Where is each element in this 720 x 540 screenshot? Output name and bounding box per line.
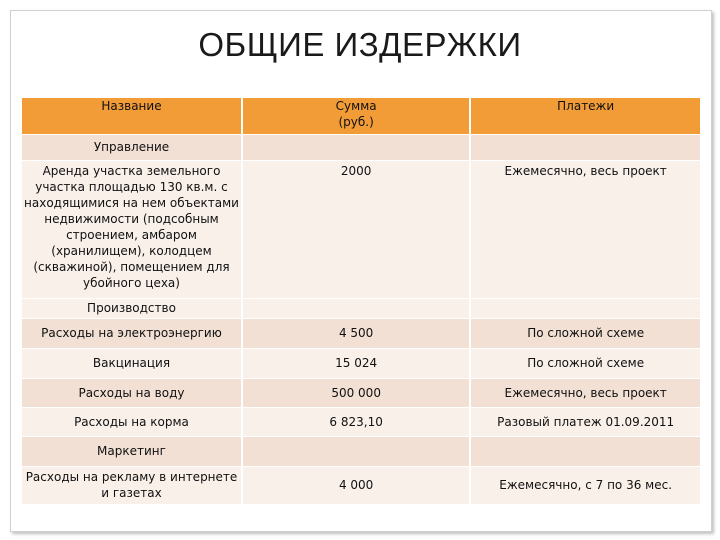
table-row <box>22 466 700 504</box>
table-header-row <box>22 98 700 134</box>
table-row <box>22 318 700 348</box>
table-row <box>22 134 700 160</box>
cell-payment: Ежемесячно, весь проект <box>470 378 700 407</box>
cell-payment: По сложной схеме <box>470 318 700 348</box>
cell-name: Производство <box>22 298 242 318</box>
table-row <box>22 436 700 466</box>
cell-sum: 4 500 <box>242 318 470 348</box>
header-payments: Платежи <box>470 98 700 134</box>
cell-payment: Разовый платеж 01.09.2011 <box>470 407 700 436</box>
cell-payment: Ежемесячно, весь проект <box>470 160 700 298</box>
cell-payment: Ежемесячно, с 7 по 36 мес. <box>470 466 700 504</box>
cell-payment <box>470 298 700 318</box>
cell-name: Расходы на рекламу в интернете и газетах <box>22 466 242 504</box>
slide-title: ОБЩИЕ ИЗДЕРЖКИ <box>198 26 522 63</box>
cell-payment: По сложной схеме <box>470 348 700 378</box>
cell-sum: 500 000 <box>242 378 470 407</box>
table-row <box>22 407 700 436</box>
cell-name: Аренда участка земельного участка площадью 130 кв.м. с находящимися на нем объектами недвижимости (подсобным строением, амбаром (хранилищем), колодцем (скважиной), помещением для убойного цеха) <box>22 160 242 298</box>
cell-name: Управление <box>22 134 242 160</box>
header-sum: Сумма (руб.) <box>242 98 470 134</box>
cell-sum <box>242 134 470 160</box>
cell-sum <box>242 436 470 466</box>
cell-name: Расходы на воду <box>22 378 242 407</box>
table-row <box>22 378 700 407</box>
cell-sum: 6 823,10 <box>242 407 470 436</box>
cell-payment <box>470 436 700 466</box>
costs-table <box>22 98 700 504</box>
cell-name: Расходы на электроэнергию <box>22 318 242 348</box>
table-row <box>22 348 700 378</box>
cell-name: Расходы на корма <box>22 407 242 436</box>
cell-name: Вакцинация <box>22 348 242 378</box>
cell-payment <box>470 134 700 160</box>
table-row <box>22 298 700 318</box>
table-row <box>22 160 700 298</box>
cell-sum <box>242 298 470 318</box>
cell-sum: 4 000 <box>242 466 470 504</box>
cell-sum: 2000 <box>242 160 470 298</box>
header-name: Название <box>22 98 242 134</box>
cell-sum: 15 024 <box>242 348 470 378</box>
cell-name: Маркетинг <box>22 436 242 466</box>
